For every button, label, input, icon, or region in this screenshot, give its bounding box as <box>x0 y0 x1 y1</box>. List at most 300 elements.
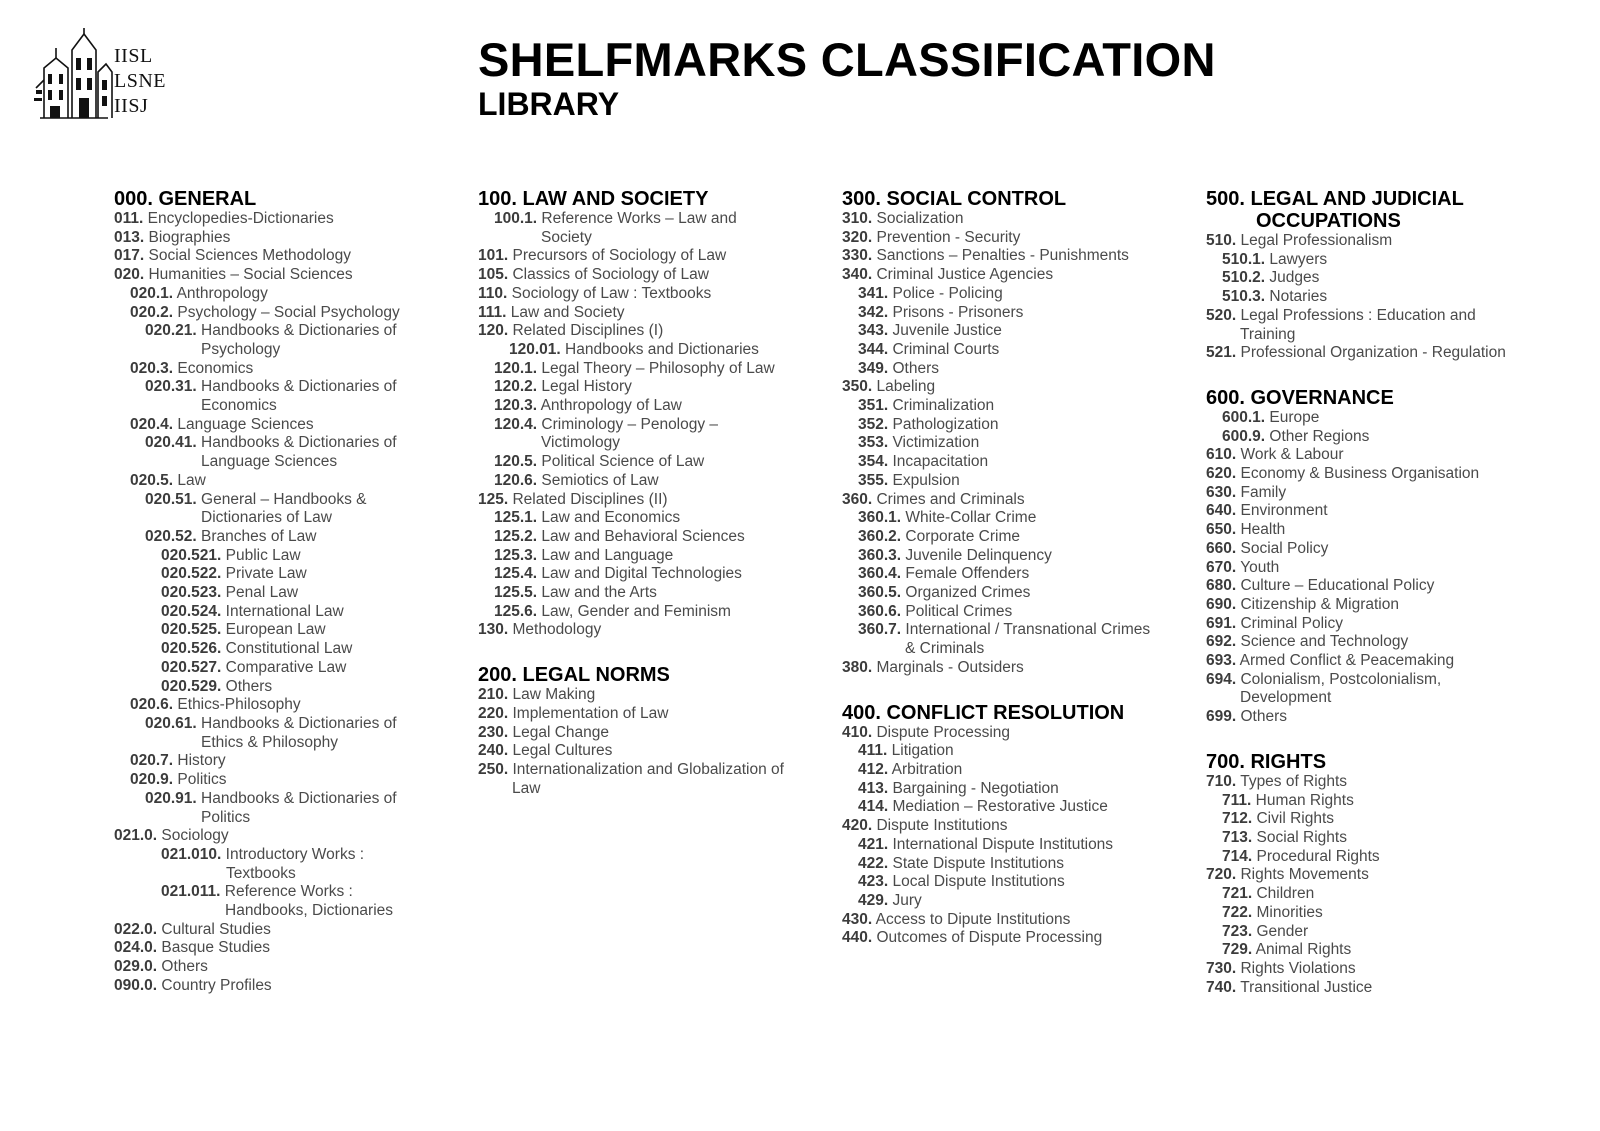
classification-entry <box>114 229 454 248</box>
classification-entry <box>1206 885 1546 904</box>
shelfmark-code: 420. <box>842 817 873 835</box>
shelfmark-label-continuation: Language Sciences <box>201 453 338 471</box>
page-subtitle: LIBRARY <box>478 86 620 122</box>
shelfmark-label: Socialization <box>876 210 964 227</box>
shelfmark-code: 344. <box>858 340 889 358</box>
shelfmark-code: 421. <box>858 835 889 853</box>
shelfmark-code: 120.5. <box>494 453 538 471</box>
shelfmark-label: Bargaining - Negotiation <box>892 779 1059 797</box>
shelfmark-label: Judges <box>1269 269 1320 287</box>
classification-entry <box>478 378 818 397</box>
shelfmark-code: 722. <box>1222 903 1253 921</box>
classification-entry <box>1206 792 1546 811</box>
shelfmark-label: Organized Crimes <box>905 584 1031 602</box>
classification-entry <box>842 761 1182 780</box>
classification-entry <box>842 780 1182 799</box>
classification-entry <box>114 659 454 678</box>
shelfmark-label: Types of Rights <box>1240 772 1348 790</box>
section-spacer <box>1206 727 1546 751</box>
shelfmark-code: 430. <box>842 910 873 928</box>
shelfmark-label: Science and Technology <box>1240 633 1409 651</box>
shelfmark-label: Sociology of Law : Textbooks <box>511 284 712 302</box>
shelfmark-label: Local Dispute Institutions <box>892 873 1065 891</box>
shelfmark-code: 670. <box>1206 558 1237 576</box>
shelfmark-label: Law and Society <box>510 303 625 321</box>
classification-entry <box>842 285 1182 304</box>
classification-entry <box>1206 344 1546 363</box>
classification-entry <box>114 715 454 752</box>
classification-entry <box>478 453 818 472</box>
shelfmark-label: Female Offenders <box>905 565 1030 583</box>
logo-line: LSNE <box>114 70 166 92</box>
shelfmark-label: Reference Works : <box>224 883 353 901</box>
classification-entry <box>114 790 454 827</box>
column-3xx-4xx <box>842 188 1182 948</box>
section-heading <box>1206 751 1546 773</box>
shelfmark-code: 022.0. <box>114 920 158 938</box>
shelfmark-label-continuation: Law <box>512 779 541 797</box>
shelfmark-code: 355. <box>858 471 889 489</box>
shelfmark-label: Implementation of Law <box>512 704 669 722</box>
shelfmark-code: 350. <box>842 378 873 396</box>
classification-entry <box>842 547 1182 566</box>
classification-entry <box>114 696 454 715</box>
classification-entry <box>478 528 818 547</box>
classification-entry <box>114 640 454 659</box>
shelfmark-code: 620. <box>1206 465 1237 483</box>
shelfmark-code: 713. <box>1222 828 1253 846</box>
shelfmark-code: 020.2. <box>130 303 174 321</box>
shelfmark-code: 125.1. <box>494 509 538 527</box>
shelfmark-label: Language Sciences <box>177 415 314 433</box>
section-heading-text: 100. LAW AND SOCIETY <box>478 188 709 210</box>
shelfmark-code: 110. <box>478 284 508 302</box>
shelfmark-code: 111. <box>478 303 507 321</box>
classification-entry <box>1206 923 1546 942</box>
logo-wordmark <box>114 44 166 119</box>
shelfmark-label: Law Making <box>512 686 596 704</box>
shelfmark-code: 360.3. <box>858 546 902 564</box>
shelfmark-label: Children <box>1256 885 1315 903</box>
shelfmark-label: Prisons - Prisoners <box>892 303 1024 321</box>
shelfmark-label: Humanities – Social Sciences <box>148 266 353 284</box>
classification-entry <box>478 247 818 266</box>
classification-entry <box>1206 577 1546 596</box>
shelfmark-label: Gender <box>1256 922 1309 940</box>
shelfmark-label: Anthropology <box>176 284 268 302</box>
classification-entry <box>114 491 454 528</box>
shelfmark-label: Sociology <box>161 827 229 845</box>
shelfmark-code: 125.2. <box>494 527 538 545</box>
classification-entry <box>114 360 454 379</box>
shelfmark-label-continuation: Ethics & Philosophy <box>201 733 338 751</box>
classification-entry <box>114 285 454 304</box>
shelfmark-label: Transitional Justice <box>1240 978 1373 996</box>
shelfmark-code: 721. <box>1222 885 1253 903</box>
shelfmark-code: 120.1. <box>494 359 538 377</box>
section-heading <box>842 702 1182 724</box>
shelfmark-code: 412. <box>858 760 889 778</box>
classification-entry <box>842 378 1182 397</box>
shelfmark-code: 411. <box>858 742 888 760</box>
classification-entry <box>1206 848 1546 867</box>
shelfmark-code: 120.6. <box>494 471 538 489</box>
shelfmark-code: 410. <box>842 723 873 741</box>
shelfmark-label: Health <box>1240 521 1286 539</box>
shelfmark-code: 250. <box>478 760 509 778</box>
shelfmark-code: 120.4. <box>494 415 538 433</box>
shelfmark-code: 020.41. <box>145 434 197 452</box>
shelfmark-code: 024.0. <box>114 939 158 957</box>
shelfmark-label: Dispute Processing <box>876 723 1011 741</box>
classification-entry <box>842 397 1182 416</box>
shelfmark-label-continuation: Society <box>541 228 592 246</box>
shelfmark-label: Marginals - Outsiders <box>876 658 1024 676</box>
classification-entry <box>478 397 818 416</box>
column-5xx-7xx <box>1206 188 1546 997</box>
shelfmark-label: Social Rights <box>1256 828 1347 846</box>
section-heading-text: 000. GENERAL <box>114 188 257 210</box>
shelfmark-label: Law, Gender and Feminism <box>541 602 731 620</box>
classification-entry <box>842 855 1182 874</box>
shelfmark-label: Legal Cultures <box>512 742 613 760</box>
shelfmark-label: History <box>177 752 226 770</box>
shelfmark-label: Human Rights <box>1255 791 1354 809</box>
classification-section <box>1206 751 1546 997</box>
shelfmark-label: Psychology – Social Psychology <box>177 303 400 321</box>
shelfmark-label: Country Profiles <box>161 976 272 994</box>
shelfmark-label: Expulsion <box>892 471 960 489</box>
shelfmark-code: 343. <box>858 322 889 340</box>
shelfmark-code: 020.91. <box>145 789 197 807</box>
classification-entry <box>114 304 454 323</box>
classification-entry <box>1206 615 1546 634</box>
classification-entry <box>478 360 818 379</box>
shelfmark-label: Corporate Crime <box>905 527 1020 545</box>
classification-entry <box>478 742 818 761</box>
classification-entry <box>1206 465 1546 484</box>
shelfmark-code: 349. <box>858 359 889 377</box>
shelfmark-label: Semiotics of Law <box>541 471 659 489</box>
classification-entry <box>1206 810 1546 829</box>
classification-entry <box>842 453 1182 472</box>
classification-entry <box>478 686 818 705</box>
shelfmark-label: Police - Policing <box>892 284 1003 302</box>
shelfmark-label: Anthropology of Law <box>540 397 682 415</box>
shelfmark-label: European Law <box>225 621 326 639</box>
shelfmark-label: Jury <box>892 891 922 909</box>
shelfmark-code: 017. <box>114 247 145 265</box>
section-heading <box>478 664 818 686</box>
shelfmark-label: Others <box>1240 708 1287 726</box>
shelfmark-label: Comparative Law <box>225 658 347 676</box>
shelfmark-label: Political Science of Law <box>541 453 705 471</box>
shelfmark-code: 352. <box>858 415 889 433</box>
classification-entry <box>478 266 818 285</box>
shelfmark-label: Introductory Works : <box>225 845 365 863</box>
shelfmark-code: 729. <box>1222 941 1253 959</box>
classification-entry <box>842 584 1182 603</box>
shelfmark-code: 360.1. <box>858 509 902 527</box>
shelfmark-label: Crimes and Criminals <box>876 490 1025 508</box>
classification-entry <box>114 621 454 640</box>
shelfmark-label: Handbooks and Dictionaries <box>565 340 759 358</box>
classification-entry <box>478 491 818 510</box>
shelfmark-label: Handbooks & Dictionaries of <box>201 789 397 807</box>
classification-entry <box>478 603 818 622</box>
shelfmark-label: Citizenship & Migration <box>1240 595 1399 613</box>
shelfmark-code: 020.31. <box>145 378 197 396</box>
shelfmark-label: Legal History <box>541 378 632 396</box>
classification-entry <box>114 247 454 266</box>
shelfmark-label: Law and Digital Technologies <box>541 565 742 583</box>
classification-entry <box>478 304 818 323</box>
classification-entry <box>1206 232 1546 251</box>
shelfmark-code: 740. <box>1206 978 1237 996</box>
classification-entry <box>478 341 818 360</box>
shelfmark-label: Juvenile Delinquency <box>905 546 1052 564</box>
shelfmark-label: Criminology – Penology – <box>541 415 719 433</box>
section-heading-text: 200. LEGAL NORMS <box>478 664 670 687</box>
shelfmark-label: Private Law <box>225 565 307 583</box>
shelfmark-code: 021.011. <box>161 883 221 901</box>
shelfmark-label: Constitutional Law <box>225 640 353 658</box>
classification-entry <box>1206 484 1546 503</box>
classification-entry <box>114 378 454 415</box>
shelfmark-code: 020.3. <box>130 359 174 377</box>
shelfmark-label: Law <box>177 471 206 489</box>
classification-entry <box>842 266 1182 285</box>
shelfmark-code: 360.2. <box>858 527 902 545</box>
classification-entry <box>1206 540 1546 559</box>
shelfmark-code: 020.524. <box>161 602 222 620</box>
shelfmark-label-continuation: Politics <box>201 808 251 826</box>
shelfmark-code: 354. <box>858 453 889 471</box>
shelfmark-label: Law and Economics <box>541 509 681 527</box>
classification-entry <box>1206 409 1546 428</box>
shelfmark-label: Social Sciences Methodology <box>148 247 351 265</box>
shelfmark-label: Youth <box>1240 558 1280 576</box>
classification-entry <box>1206 307 1546 344</box>
classification-entry <box>842 509 1182 528</box>
shelfmark-code: 020.526. <box>161 640 222 658</box>
shelfmark-label: Minorities <box>1256 903 1323 921</box>
classification-entry <box>842 322 1182 341</box>
shelfmark-code: 020.525. <box>161 621 222 639</box>
classification-entry <box>478 509 818 528</box>
shelfmark-label: State Dispute Institutions <box>892 854 1064 872</box>
shelfmark-code: 360.7. <box>858 621 902 639</box>
classification-entry <box>1206 866 1546 885</box>
classification-entry <box>478 416 818 453</box>
shelfmark-code: 320. <box>842 228 873 246</box>
shelfmark-label: Mediation – Restorative Justice <box>892 798 1108 816</box>
classification-section <box>478 188 818 640</box>
classification-entry <box>114 958 454 977</box>
classification-entry <box>842 341 1182 360</box>
classification-entry <box>114 472 454 491</box>
shelfmark-label: Basque Studies <box>161 939 270 957</box>
shelfmark-code: 360. <box>842 490 873 508</box>
shelfmark-label: Pathologization <box>892 415 999 433</box>
section-heading <box>478 188 818 210</box>
section-heading-text: 400. CONFLICT RESOLUTION <box>842 701 1125 724</box>
shelfmark-code: 020.523. <box>161 584 222 602</box>
classification-entry <box>1206 428 1546 447</box>
shelfmark-label: Law and the Arts <box>541 584 657 602</box>
classification-entry <box>478 584 818 603</box>
shelfmark-code: 120. <box>478 322 509 340</box>
classification-entry <box>842 416 1182 435</box>
shelfmark-code: 521. <box>1206 344 1237 362</box>
shelfmark-code: 693. <box>1206 652 1237 670</box>
shelfmark-code: 125.6. <box>494 602 538 620</box>
shelfmark-label: Others <box>161 958 208 976</box>
section-spacer <box>1206 363 1546 387</box>
classification-entry <box>1206 559 1546 578</box>
shelfmark-code: 510.2. <box>1222 269 1266 287</box>
classification-entry <box>478 761 818 798</box>
shelfmark-label: Incapacitation <box>892 453 989 471</box>
classification-entry <box>1206 288 1546 307</box>
classification-entry <box>1206 521 1546 540</box>
classification-entry <box>114 752 454 771</box>
shelfmark-code: 029.0. <box>114 958 158 976</box>
shelfmark-label: Family <box>1240 483 1287 501</box>
shelfmark-code: 020.529. <box>161 677 222 695</box>
shelfmark-label: Others <box>892 359 939 377</box>
shelfmark-code: 011. <box>114 210 144 227</box>
shelfmark-code: 660. <box>1206 539 1237 557</box>
classification-entry <box>114 827 454 846</box>
shelfmark-label: Precursors of Sociology of Law <box>512 247 727 265</box>
shelfmark-code: 125.5. <box>494 584 538 602</box>
classification-entry <box>842 621 1182 658</box>
shelfmark-label: Environment <box>1240 502 1328 520</box>
shelfmark-label: Procedural Rights <box>1256 847 1380 865</box>
section-heading <box>1206 188 1546 232</box>
shelfmark-label: Prevention - Security <box>876 228 1021 246</box>
classification-entry <box>842 659 1182 678</box>
shelfmark-label: Social Policy <box>1240 539 1329 557</box>
classification-entry <box>842 304 1182 323</box>
shelfmark-label-continuation: Development <box>1240 689 1332 707</box>
shelfmark-code: 100.1. <box>494 210 538 227</box>
shelfmark-label: Culture – Educational Policy <box>1240 577 1435 595</box>
column-0xx <box>114 188 454 996</box>
shelfmark-code: 020.527. <box>161 658 222 676</box>
classification-entry <box>1206 671 1546 708</box>
classification-entry <box>1206 773 1546 792</box>
shelfmark-code: 020.6. <box>130 696 174 714</box>
shelfmark-code: 020. <box>114 266 145 284</box>
shelfmark-code: 120.3. <box>494 397 538 415</box>
classification-entry <box>842 528 1182 547</box>
classification-entry <box>478 724 818 743</box>
shelfmark-label: Arbitration <box>891 760 963 778</box>
shelfmark-code: 020.4. <box>130 415 174 433</box>
classification-entry <box>1206 269 1546 288</box>
classification-entry <box>114 434 454 471</box>
shelfmark-code: 520. <box>1206 306 1237 324</box>
shelfmark-code: 351. <box>858 397 889 415</box>
shelfmark-label: Rights Violations <box>1240 959 1356 977</box>
shelfmark-code: 090.0. <box>114 976 158 994</box>
classification-entry <box>478 322 818 341</box>
shelfmark-code: 699. <box>1206 708 1237 726</box>
shelfmark-label: Legal Professionalism <box>1240 232 1393 249</box>
shelfmark-label: Criminal Justice Agencies <box>876 266 1054 284</box>
classification-entry <box>478 285 818 304</box>
classification-entry <box>842 603 1182 622</box>
shelfmark-code: 510.1. <box>1222 250 1266 268</box>
shelfmark-label: Handbooks & Dictionaries of <box>201 322 397 340</box>
section-heading <box>1206 387 1546 409</box>
shelfmark-code: 680. <box>1206 577 1237 595</box>
classification-entry <box>1206 502 1546 521</box>
shelfmark-label: Litigation <box>891 742 954 760</box>
shelfmark-label-continuation: Victimology <box>541 434 620 452</box>
classification-entry <box>842 724 1182 743</box>
shelfmark-code: 340. <box>842 266 873 284</box>
shelfmark-code: 220. <box>478 704 509 722</box>
classification-entry <box>842 836 1182 855</box>
classification-entry <box>842 911 1182 930</box>
shelfmark-label: Juvenile Justice <box>892 322 1002 340</box>
shelfmark-code: 714. <box>1222 847 1253 865</box>
shelfmark-code: 020.7. <box>130 752 174 770</box>
logo-line: IISL <box>114 45 153 67</box>
classification-entry <box>1206 941 1546 960</box>
shelfmark-label: Professional Organization - Regulation <box>1240 344 1506 362</box>
shelfmark-code: 210. <box>478 686 509 704</box>
shelfmark-label: Work & Labour <box>1240 446 1344 464</box>
classification-entry <box>1206 596 1546 615</box>
shelfmark-label: Legal Change <box>512 723 610 741</box>
shelfmark-label: International Law <box>225 602 344 620</box>
shelfmark-label-continuation: Psychology <box>201 340 281 358</box>
shelfmark-code: 353. <box>858 434 889 452</box>
shelfmark-code: 414. <box>858 798 889 816</box>
classification-entry <box>842 434 1182 453</box>
shelfmark-code: 730. <box>1206 959 1237 977</box>
classification-entry <box>842 360 1182 379</box>
classification-entry <box>842 491 1182 510</box>
shelfmark-label: Public Law <box>225 546 301 564</box>
classification-entry <box>114 771 454 790</box>
shelfmark-code: 240. <box>478 742 509 760</box>
shelfmark-label: Notaries <box>1269 288 1328 306</box>
shelfmark-code: 360.5. <box>858 584 902 602</box>
classification-entry <box>114 416 454 435</box>
shelfmark-code: 020.51. <box>145 490 197 508</box>
shelfmark-code: 610. <box>1206 446 1237 464</box>
shelfmark-label-continuation: Handbooks, Dictionaries <box>225 902 394 920</box>
shelfmark-label: Access to Dipute Institutions <box>875 910 1071 928</box>
shelfmark-label: Outcomes of Dispute Processing <box>876 929 1103 947</box>
shelfmark-code: 020.522. <box>161 565 222 583</box>
classification-entry <box>1206 979 1546 998</box>
classification-entry <box>114 846 454 883</box>
shelfmark-code: 380. <box>842 658 873 676</box>
shelfmark-label: Sanctions – Penalties - Punishments <box>876 247 1129 265</box>
classification-entry <box>1206 960 1546 979</box>
shelfmark-code: 600.1. <box>1222 408 1266 426</box>
shelfmark-label: Cultural Studies <box>161 920 271 938</box>
shelfmark-code: 230. <box>478 723 509 741</box>
classification-section <box>478 664 818 798</box>
classification-entry <box>114 603 454 622</box>
